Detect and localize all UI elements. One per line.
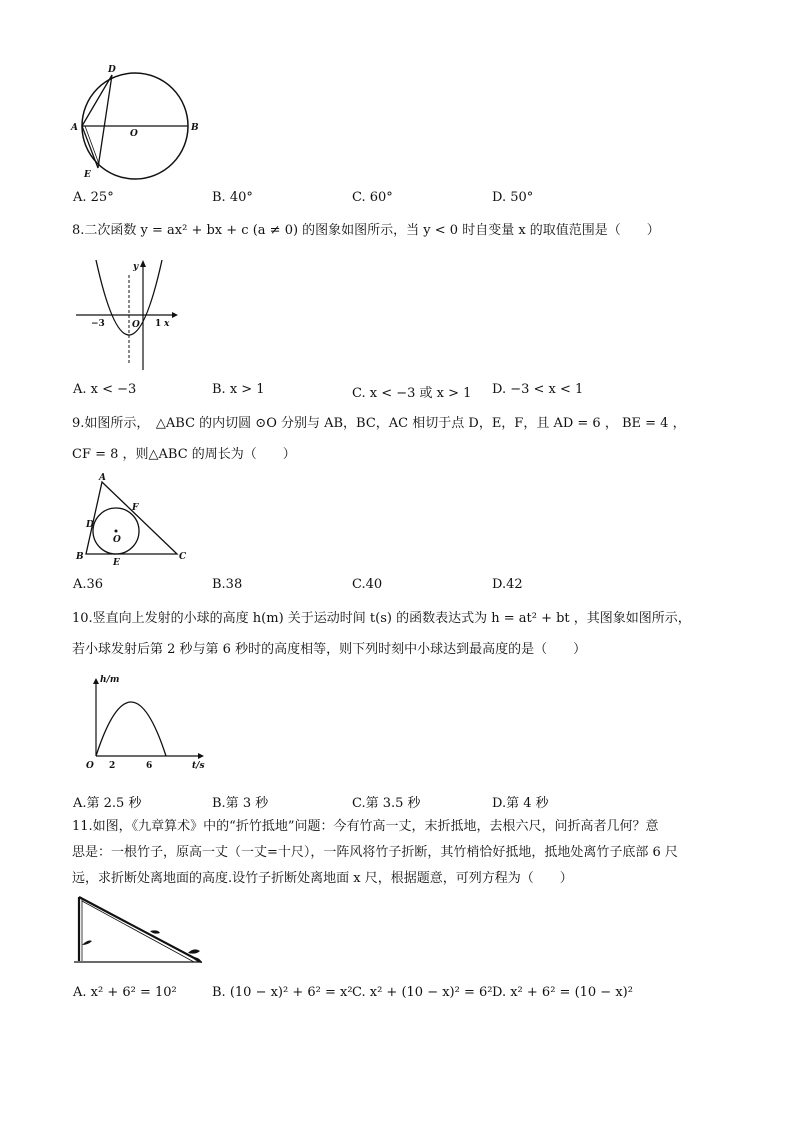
label-a: A bbox=[99, 473, 106, 483]
q10-stem-line1: 10.竖直向上发射的小球的高度 h(m) 关于运动时间 t(s) 的函数表达式为 h = at² + bt ，其图象如图所示， bbox=[72, 611, 691, 626]
chord-ae bbox=[82, 126, 98, 168]
t-axis-arrow bbox=[198, 753, 204, 759]
center-dot bbox=[115, 530, 118, 533]
label-six: 6 bbox=[146, 761, 153, 771]
label-two: 2 bbox=[109, 761, 116, 771]
q8-option-b[interactable]: B. x > 1 bbox=[212, 382, 265, 397]
chord-de bbox=[98, 75, 112, 168]
leaf-icon bbox=[82, 941, 92, 946]
q10-height-graph bbox=[82, 670, 212, 778]
label-d: D bbox=[86, 520, 94, 530]
q10-option-d[interactable]: D.第 4 秒 bbox=[492, 796, 549, 811]
label-t: t/s bbox=[192, 761, 205, 771]
chord-ae-inner bbox=[85, 126, 99, 164]
q10-stem-line2: 若小球发射后第 2 秒与第 6 秒时的高度相等，则下列时刻中小球达到最高度的是（ ） bbox=[72, 642, 587, 657]
q8-option-d[interactable]: D. −3 < x < 1 bbox=[492, 382, 584, 397]
q9-option-d[interactable]: D.42 bbox=[492, 577, 523, 592]
q11-option-c[interactable]: C. x² + (10 − x)² = 6² bbox=[352, 985, 493, 1000]
q11-stem-line2: 思是：一根竹子，原高一丈（一丈=十尺），一阵风将竹子折断，其竹梢恰好抵地，抵地处离竹子底部 6 尺 bbox=[72, 845, 678, 860]
label-one: 1 bbox=[155, 319, 162, 329]
q11-option-a[interactable]: A. x² + 6² = 10² bbox=[73, 985, 177, 1000]
label-h: h/m bbox=[100, 675, 120, 685]
y-axis-arrow bbox=[140, 260, 146, 267]
bamboo-fallen-top bbox=[79, 897, 196, 959]
q9-stem-line2: CF = 8 ，则△ABC 的周长为（ ） bbox=[72, 447, 296, 462]
leaf-icon bbox=[150, 930, 160, 933]
q11-bamboo-figure bbox=[70, 893, 210, 968]
label-neg3: −3 bbox=[91, 319, 105, 329]
q9-option-a[interactable]: A.36 bbox=[73, 577, 104, 592]
q7-option-c[interactable]: C. 60° bbox=[352, 190, 393, 205]
label-origin: O bbox=[86, 761, 94, 771]
label-f: F bbox=[132, 503, 139, 513]
label-b: B bbox=[76, 552, 84, 562]
h-axis-arrow bbox=[93, 678, 99, 684]
label-e: E bbox=[113, 558, 120, 568]
label-o: O bbox=[113, 535, 121, 545]
q8-parabola-figure bbox=[72, 255, 182, 375]
triangle-abc bbox=[86, 482, 177, 554]
bamboo-fallen-inner bbox=[82, 901, 194, 962]
label-x: x bbox=[164, 319, 170, 329]
q8-option-a[interactable]: A. x < −3 bbox=[73, 382, 137, 397]
q11-option-d[interactable]: D. x² + 6² = (10 − x)² bbox=[492, 985, 633, 1000]
q9-option-b[interactable]: B.38 bbox=[212, 577, 243, 592]
q7-option-a[interactable]: A. 25° bbox=[73, 190, 114, 205]
q10-option-a[interactable]: A.第 2.5 秒 bbox=[73, 796, 142, 811]
q10-option-b[interactable]: B.第 3 秒 bbox=[212, 796, 269, 811]
q9-triangle-figure bbox=[72, 472, 192, 572]
q11-stem-line3: 远，求折断处离地面的高度.设竹子折断处离地面 x 尺，根据题意，可列方程为（ ） bbox=[72, 871, 573, 886]
q9-stem-line1: 9.如图所示， △ABC 的内切圆 ⊙O 分别与 AB，BC，AC 相切于点 D，E，F，且 AD = 6 ， BE = 4 ， bbox=[72, 416, 686, 431]
label-d: D bbox=[108, 65, 116, 75]
height-curve bbox=[96, 702, 166, 756]
q11-option-b[interactable]: B. (10 − x)² + 6² = x² bbox=[212, 985, 353, 1000]
label-o: O bbox=[130, 129, 138, 139]
label-b: B bbox=[191, 123, 199, 133]
label-a: A bbox=[71, 123, 78, 133]
q8-option-c[interactable]: C. x < −3 或 x > 1 bbox=[352, 386, 472, 401]
chord-ad bbox=[82, 75, 112, 126]
q10-option-c[interactable]: C.第 3.5 秒 bbox=[352, 796, 421, 811]
label-y: y bbox=[133, 262, 139, 272]
x-axis-arrow bbox=[172, 312, 178, 318]
label-c: C bbox=[179, 552, 187, 562]
q7-option-d[interactable]: D. 50° bbox=[492, 190, 534, 205]
label-origin: O bbox=[132, 320, 140, 330]
q9-option-c[interactable]: C.40 bbox=[352, 577, 383, 592]
q7-option-b[interactable]: B. 40° bbox=[212, 190, 253, 205]
q11-stem-line1: 11.如图，《九章算术》中的“折竹抵地”问题：今有竹高一丈，末折抵地，去根六尺，问折高者几何？意 bbox=[72, 819, 659, 834]
q7-circle-figure bbox=[68, 60, 208, 185]
q8-stem: 8.二次函数 y = ax² + bx + c (a ≠ 0) 的图象如图所示，当 y < 0 时自变量 x 的取值范围是（ ） bbox=[72, 223, 660, 238]
label-e: E bbox=[84, 170, 91, 180]
leaf-icon bbox=[188, 949, 200, 953]
